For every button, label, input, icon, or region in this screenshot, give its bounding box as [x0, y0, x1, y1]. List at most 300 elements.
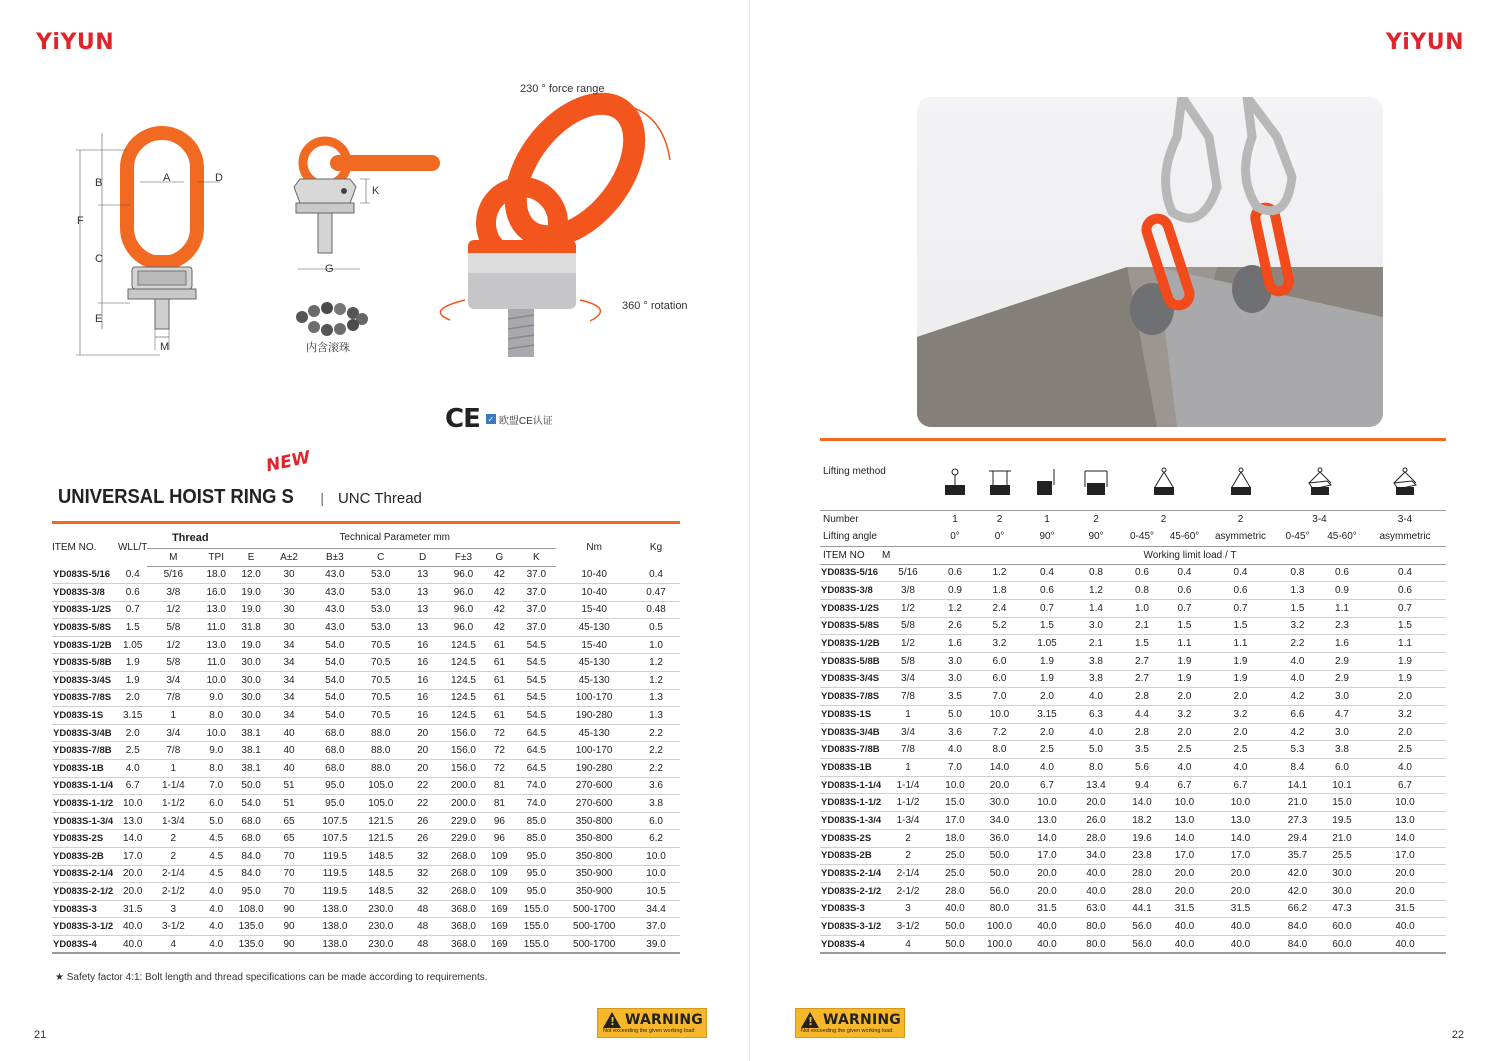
table-cell: 17.0 [118, 848, 147, 866]
angle-cell: 0-45° [1285, 531, 1310, 543]
table-cell: 3-1/2 [147, 918, 199, 936]
table-cell: 5/16 [882, 564, 934, 582]
table-cell: 6.2 [632, 830, 680, 848]
number-cell: 3-4 [1275, 510, 1364, 528]
col-b3: B±3 [309, 548, 361, 566]
item-number-cell: YD083S-3/8 [820, 582, 882, 600]
table-cell: 7/8 [147, 689, 199, 707]
number-cell: 1 [1023, 510, 1071, 528]
angle-cell: 45-60° [1169, 531, 1200, 543]
table-cell: 16 [401, 654, 445, 672]
angle-cell: 90° [1039, 531, 1055, 543]
table-cell: 6.0 [1320, 759, 1364, 777]
table-cell: 53.0 [361, 601, 401, 619]
table-cell: 13.0 [199, 636, 233, 654]
table-cell: 61 [482, 654, 516, 672]
table-cell: 80.0 [976, 900, 1023, 918]
item-number-cell: YD083S-4 [820, 935, 882, 953]
table-cell: 20.0 [976, 776, 1023, 794]
table-cell: 81 [482, 795, 516, 813]
table-cell: 84.0 [233, 865, 269, 883]
table-cell: 5.0 [1071, 741, 1121, 759]
warning-label [795, 1008, 905, 1038]
table-cell: 119.5 [309, 865, 361, 883]
table-cell: 11.0 [199, 619, 233, 637]
table-cell: 50.0 [233, 777, 269, 795]
table-cell: 16 [401, 672, 445, 690]
table-cell: 109 [482, 848, 516, 866]
table-cell: 10.0 [199, 724, 233, 742]
item-number-cell: YD083S-2S [52, 830, 118, 848]
table-cell: 2.3 [1320, 617, 1364, 635]
spec-table [52, 528, 680, 954]
table-cell: 4.0 [1023, 759, 1071, 777]
table-cell: 155.0 [516, 918, 556, 936]
table-cell: 6.3 [1071, 706, 1121, 724]
table-cell: 4.0 [1364, 759, 1446, 777]
table-cell: 2.0 [118, 689, 147, 707]
table-cell: 3/8 [147, 584, 199, 602]
table-cell: 6.0 [976, 652, 1023, 670]
check-icon: ✓ [487, 415, 495, 424]
table-cell: 135.0 [233, 918, 269, 936]
table-cell: 3.0 [934, 652, 976, 670]
table-cell: 10-40 [556, 584, 632, 602]
brand-logo: YiYUN [36, 30, 115, 55]
table-cell: 3.6 [934, 723, 976, 741]
table-cell: 70 [269, 883, 309, 901]
table-cell: 0.6 [934, 564, 976, 582]
table-cell: 1.6 [1320, 635, 1364, 653]
table-cell: 3/8 [882, 582, 934, 600]
table-cell: 61 [482, 672, 516, 690]
table-cell: 268.0 [445, 848, 483, 866]
item-number-cell: YD083S-1S [820, 706, 882, 724]
table-cell: 10.0 [976, 706, 1023, 724]
table-cell: 1.3 [1275, 582, 1320, 600]
table-cell: 2.0 [118, 724, 147, 742]
table-cell: 124.5 [445, 707, 483, 725]
table-cell: 20.0 [1206, 865, 1275, 883]
item-number-cell: YD083S-3/4B [820, 723, 882, 741]
table-cell: 13.0 [1023, 812, 1071, 830]
item-no-label: ITEM NO [820, 546, 882, 564]
table-cell: 2.7 [1121, 652, 1163, 670]
table-row [52, 812, 680, 830]
table-cell: 4.5 [199, 865, 233, 883]
table-cell: 155.0 [516, 900, 556, 918]
table-cell: 0.4 [1364, 564, 1446, 582]
table-cell: 138.0 [309, 935, 361, 953]
table-cell: 44.1 [1121, 900, 1163, 918]
table-cell: 25.0 [934, 847, 976, 865]
item-number-cell: YD083S-1S [52, 707, 118, 725]
table-cell: 3 [147, 900, 199, 918]
page-number: 21 [34, 1029, 47, 1041]
table-cell: 96.0 [445, 566, 483, 584]
table-row [52, 900, 680, 918]
col-tech-param: Technical Parameter mm [233, 528, 556, 548]
table-cell: 121.5 [361, 812, 401, 830]
table-cell: 10.0 [199, 672, 233, 690]
table-cell: 108.0 [233, 900, 269, 918]
table-cell: 30.0 [233, 707, 269, 725]
section-rule [52, 521, 680, 524]
table-cell: 0.4 [1206, 564, 1275, 582]
table-cell: 4.0 [1206, 759, 1275, 777]
col-kg: Kg [649, 541, 663, 553]
table-cell: 66.2 [1275, 900, 1320, 918]
table-cell: 13 [401, 601, 445, 619]
table-cell: 84.0 [1275, 918, 1320, 936]
table-cell: 40.0 [1163, 918, 1206, 936]
number-cell: 3-4 [1364, 510, 1446, 528]
table-cell: 6.0 [976, 670, 1023, 688]
table-cell: 30.0 [233, 689, 269, 707]
table-cell: 2-1/4 [882, 865, 934, 883]
table-cell: 3.8 [1071, 670, 1121, 688]
table-cell: 1.5 [1206, 617, 1275, 635]
table-cell: 1.1 [1163, 635, 1206, 653]
table-cell: 2.2 [632, 742, 680, 760]
working-limit-load-label: Working limit load / T [934, 546, 1446, 564]
table-cell: 4 [882, 935, 934, 953]
table-cell: 28.0 [1071, 829, 1121, 847]
table-cell: 85.0 [516, 812, 556, 830]
table-cell: 5/8 [147, 619, 199, 637]
item-number-cell: YD083S-7/8B [820, 741, 882, 759]
table-cell: 2 [147, 848, 199, 866]
table-cell: 2.5 [1364, 741, 1446, 759]
title-separator: | [320, 490, 324, 506]
table-cell: 0.8 [1275, 564, 1320, 582]
table-row [52, 865, 680, 883]
single-vertical-lift-icon [934, 458, 976, 510]
table-cell: 32 [401, 848, 445, 866]
table-cell: 20.0 [1206, 882, 1275, 900]
table-cell: 2.5 [1163, 741, 1206, 759]
item-number-cell: YD083S-1-3/4 [820, 812, 882, 830]
table-cell: 156.0 [445, 724, 483, 742]
table-cell: 500-1700 [556, 935, 632, 953]
table-cell: 34 [269, 689, 309, 707]
item-number-cell: YD083S-1/2B [820, 635, 882, 653]
table-row [52, 566, 680, 584]
table-cell: 100-170 [556, 742, 632, 760]
table-cell: 51 [269, 777, 309, 795]
table-cell: 0.47 [632, 584, 680, 602]
table-cell: 1.2 [632, 672, 680, 690]
number-label: Number [820, 510, 934, 528]
table-cell: 1.9 [1206, 670, 1275, 688]
table-cell: 60.0 [1320, 935, 1364, 953]
table-cell: 40.0 [1206, 918, 1275, 936]
table-cell: 6.6 [1275, 706, 1320, 724]
table-cell: 1/2 [882, 635, 934, 653]
table-cell: 1.5 [1275, 599, 1320, 617]
number-cell: 2 [1071, 510, 1121, 528]
table-cell: 95.0 [516, 865, 556, 883]
product-drawings [70, 75, 710, 405]
table-cell: 90 [269, 918, 309, 936]
table-row [820, 599, 1446, 617]
table-cell: 500-1700 [556, 918, 632, 936]
table-row [52, 584, 680, 602]
item-number-cell: YD083S-5/16 [52, 566, 118, 584]
table-cell: 2.8 [1121, 688, 1163, 706]
table-cell: 61 [482, 689, 516, 707]
table-cell: 2.9 [1320, 652, 1364, 670]
table-cell: 15.0 [1320, 794, 1364, 812]
table-cell: 40.0 [1023, 935, 1071, 953]
table-cell: 96.0 [445, 619, 483, 637]
table-cell: 10.0 [934, 776, 976, 794]
table-cell: 4.4 [1121, 706, 1163, 724]
table-cell: 100.0 [976, 935, 1023, 953]
table-cell: 3.2 [1163, 706, 1206, 724]
table-cell: 31.5 [1206, 900, 1275, 918]
table-cell: 4.0 [199, 883, 233, 901]
table-cell: 26 [401, 830, 445, 848]
table-cell: 90 [269, 900, 309, 918]
table-cell: 30.0 [233, 654, 269, 672]
table-row [820, 688, 1446, 706]
table-cell: 30 [269, 584, 309, 602]
table-cell: 1.3 [632, 707, 680, 725]
table-cell: 1.1 [1206, 635, 1275, 653]
table-row [52, 830, 680, 848]
table-cell: 3.0 [934, 670, 976, 688]
table-cell: 156.0 [445, 742, 483, 760]
table-cell: 169 [482, 900, 516, 918]
table-cell: 4.0 [1275, 670, 1320, 688]
table-cell: 0.4 [118, 566, 147, 584]
table-cell: 3.2 [1275, 617, 1320, 635]
table-cell: 16 [401, 636, 445, 654]
table-cell: 1-1/4 [147, 777, 199, 795]
table-cell: 4.0 [1163, 759, 1206, 777]
table-cell: 96.0 [445, 584, 483, 602]
item-number-cell: YD083S-1-1/2 [52, 795, 118, 813]
table-cell: 0.6 [118, 584, 147, 602]
table-cell: 54.5 [516, 672, 556, 690]
table-cell: 1 [147, 707, 199, 725]
col-tpi: TPI [199, 548, 233, 566]
table-cell: 38.1 [233, 724, 269, 742]
item-number-cell: YD083S-3/8 [52, 584, 118, 602]
item-number-cell: YD083S-5/8B [820, 652, 882, 670]
table-cell: 50.0 [976, 847, 1023, 865]
item-number-cell: YD083S-2-1/2 [52, 883, 118, 901]
table-cell: 1 [147, 760, 199, 778]
table-cell: 121.5 [361, 830, 401, 848]
table-cell: 2.6 [934, 617, 976, 635]
table-cell: 34 [269, 707, 309, 725]
ball-bearing-ring [296, 302, 368, 336]
table-cell: 10-40 [556, 566, 632, 584]
table-cell: 368.0 [445, 935, 483, 953]
table-cell: 20.0 [1364, 882, 1446, 900]
table-cell: 1.9 [118, 672, 147, 690]
table-cell: 148.5 [361, 848, 401, 866]
col-f3: F±3 [445, 548, 483, 566]
table-cell: 0.7 [1163, 599, 1206, 617]
table-cell: 1.9 [118, 654, 147, 672]
table-cell: 2.5 [118, 742, 147, 760]
table-cell: 20.0 [1364, 865, 1446, 883]
lifting-method-row [820, 458, 1446, 510]
hoist-ring-technical-drawing [70, 75, 710, 405]
table-cell: 6.7 [118, 777, 147, 795]
table-cell: 4.2 [1275, 688, 1320, 706]
table-cell: 7/8 [147, 742, 199, 760]
table-cell: 37.0 [516, 584, 556, 602]
table-row [820, 882, 1446, 900]
table-cell: 19.5 [1320, 812, 1364, 830]
table-cell: 40.0 [1071, 882, 1121, 900]
table-cell: 27.3 [1275, 812, 1320, 830]
table-cell: 50.0 [934, 935, 976, 953]
table-cell: 1-3/4 [882, 812, 934, 830]
table-cell: 16 [401, 707, 445, 725]
table-cell: 155.0 [516, 935, 556, 953]
table-cell: 70.5 [361, 654, 401, 672]
table-row [820, 617, 1446, 635]
brand-logo: YiYUN [1385, 30, 1464, 55]
table-cell: 0.6 [1121, 564, 1163, 582]
table-cell: 1.6 [934, 635, 976, 653]
table-cell: 1.9 [1364, 670, 1446, 688]
table-cell: 20.0 [118, 865, 147, 883]
table-cell: 3 [882, 900, 934, 918]
table-cell: 20 [401, 742, 445, 760]
table-cell: 124.5 [445, 689, 483, 707]
table-cell: 105.0 [361, 777, 401, 795]
table-cell: 72 [482, 742, 516, 760]
warning-icon: ! [801, 1012, 819, 1028]
table-cell: 13.0 [1364, 812, 1446, 830]
table-cell: 2.5 [1206, 741, 1275, 759]
table-cell: 3/4 [882, 670, 934, 688]
table-cell: 124.5 [445, 654, 483, 672]
table-cell: 1-1/2 [147, 795, 199, 813]
table-cell: 20.0 [1163, 882, 1206, 900]
table-cell: 10.1 [1320, 776, 1364, 794]
table-cell: 18.0 [199, 566, 233, 584]
table-cell: 6.7 [1023, 776, 1071, 794]
table-cell: 2.0 [1023, 723, 1071, 741]
table-cell: 54.0 [309, 689, 361, 707]
table-cell: 68.0 [309, 742, 361, 760]
table-cell: 9.4 [1121, 776, 1163, 794]
table-cell: 12.0 [233, 566, 269, 584]
col-g: G [482, 548, 516, 566]
item-number-cell: YD083S-1-3/4 [52, 812, 118, 830]
table-cell: 10.0 [632, 848, 680, 866]
table-cell: 350-800 [556, 812, 632, 830]
table-cell: 8.0 [199, 760, 233, 778]
table-cell: 30 [269, 566, 309, 584]
table-cell: 270-600 [556, 777, 632, 795]
table-cell: 14.0 [1364, 829, 1446, 847]
table-cell: 3.2 [1364, 706, 1446, 724]
table-cell: 42 [482, 584, 516, 602]
table-cell: 268.0 [445, 883, 483, 901]
product-subtitle: UNC Thread [337, 490, 422, 507]
table-cell: 88.0 [361, 742, 401, 760]
table-cell: 42.0 [1275, 882, 1320, 900]
table-cell: 9.0 [199, 742, 233, 760]
item-number-cell: YD083S-7/8B [52, 742, 118, 760]
table-cell: 13 [401, 566, 445, 584]
table-cell: 5/16 [147, 566, 199, 584]
table-cell: 74.0 [516, 795, 556, 813]
top-view-drawing [294, 141, 440, 269]
table-cell: 47.3 [1320, 900, 1364, 918]
ce-certification [445, 404, 553, 434]
table-cell: 54.0 [309, 672, 361, 690]
table-cell: 3-1/2 [882, 918, 934, 936]
table-cell: 1.5 [1163, 617, 1206, 635]
dim-label-a: A [163, 172, 171, 184]
rotation-caption: 360 ° rotation [622, 300, 688, 312]
col-nm: Nm [586, 541, 602, 553]
product-title: UNIVERSAL HOIST RING S [58, 486, 294, 508]
table-cell: 48 [401, 900, 445, 918]
table-cell: 4.0 [1071, 723, 1121, 741]
table-cell: 2 [882, 847, 934, 865]
table-cell: 0.6 [1163, 582, 1206, 600]
table-cell: 0.7 [1364, 599, 1446, 617]
table-cell: 54.0 [309, 654, 361, 672]
ce-note [486, 412, 553, 427]
table-row [52, 601, 680, 619]
table-row [52, 724, 680, 742]
table-row [820, 794, 1446, 812]
table-cell: 11.0 [199, 654, 233, 672]
table-cell: 1.9 [1206, 652, 1275, 670]
table-cell: 42 [482, 601, 516, 619]
table-cell: 21.0 [1275, 794, 1320, 812]
table-cell: 68.0 [233, 812, 269, 830]
table-cell: 70 [269, 848, 309, 866]
table-cell: 13.0 [118, 812, 147, 830]
table-cell: 4.0 [934, 741, 976, 759]
table-cell: 0.7 [118, 601, 147, 619]
warning-subtitle: Not exceeding the given working load [598, 1028, 706, 1034]
item-number-cell: YD083S-1B [820, 759, 882, 777]
table-cell: 50.0 [976, 865, 1023, 883]
table-cell: 1.1 [1364, 635, 1446, 653]
item-number-cell: YD083S-5/8S [820, 617, 882, 635]
item-number-cell: YD083S-7/8S [820, 688, 882, 706]
two-leg-sling-icon [1121, 458, 1206, 510]
dim-label-b: B [95, 177, 103, 189]
table-cell: 14.0 [1163, 829, 1206, 847]
table-cell: 70.5 [361, 689, 401, 707]
table-cell: 60.0 [1320, 918, 1364, 936]
table-cell: 40 [269, 724, 309, 742]
table-row [820, 918, 1446, 936]
table-cell: 25.0 [934, 865, 976, 883]
table-cell: 48 [401, 918, 445, 936]
table-cell: 350-800 [556, 848, 632, 866]
table-cell: 20.0 [118, 883, 147, 901]
table-cell: 1.2 [632, 654, 680, 672]
table-cell: 350-900 [556, 883, 632, 901]
item-number-cell: YD083S-3-1/2 [52, 918, 118, 936]
item-number-cell: YD083S-2S [820, 829, 882, 847]
